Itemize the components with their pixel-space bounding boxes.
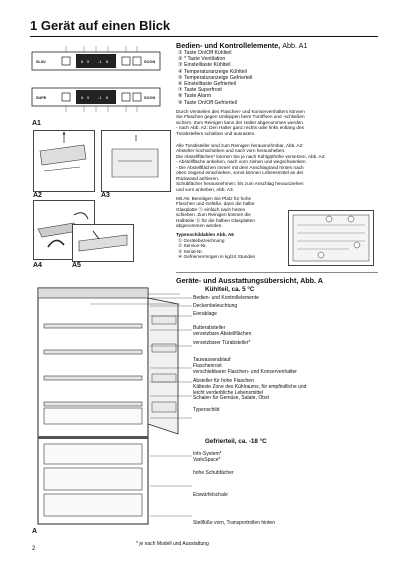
fridge-heading: Kühlteil, ca. 5 °C [205, 286, 255, 293]
freezer-heading: Gefrierteil, ca. -18 °C [205, 438, 267, 445]
controls-item: ⑤ Temperaturanzeige Gefrierteil [178, 74, 253, 81]
paragraph-line: Türabstellers schieben und ausrasten. [176, 130, 256, 136]
paragraph-line: - Die Abstellflächen immer mit dem Anschlagrand hinten nach [176, 164, 304, 170]
svg-text:8: 8 [106, 95, 109, 100]
fridge-callout: Tauwasserablauf [193, 357, 231, 364]
controls-item: ⑥ Einstelltaste Gefrierteil [178, 81, 236, 88]
paragraph-line: - nach Abb. A2: Den Halter ganz rechts oder links entlang des [176, 125, 304, 131]
paragraph-shelves [176, 143, 326, 192]
fridge-callout: Absteller für hohe Flaschen [193, 378, 254, 385]
paragraph-line: Schubfächer herausnehmen: bis zum Anschlag herausziehen [176, 181, 304, 187]
figure-a2 [33, 130, 95, 192]
fridge-callout: leicht verderbliche Lebensmittel [193, 389, 264, 396]
svg-text:-1: -1 [98, 59, 102, 64]
callout-leaders [150, 290, 194, 530]
control-panel-drawing [32, 44, 160, 116]
typeplate-list [178, 238, 255, 260]
controls-heading-text: Bedien- und Kontrollelemente, [176, 41, 281, 50]
svg-text:5: 5 [87, 95, 90, 100]
fridge-callout: Schalen für Gemüse, Salate, Obst [193, 395, 269, 402]
typeplate-item: ② Service-Nr. [178, 243, 207, 249]
paragraph-line: Glasplatte ⓐ einfach nach hinten [176, 206, 246, 212]
paragraph-line: abgenommen werden. [176, 223, 223, 229]
divider [176, 272, 378, 273]
panel-text-bottom-right: SOON [144, 96, 156, 100]
panel-text-top-right: SOON [144, 60, 156, 64]
figure-label-a2: A2 [33, 192, 42, 199]
paragraph-line: Absteller hochschieben und nach vorn herausheben. [176, 148, 286, 154]
fridge-callout: verschiebbarer Flaschen- und Konservenhalter [193, 368, 297, 375]
overview-heading: Geräte- und Ausstattungsübersicht, Abb. A [176, 276, 323, 285]
panel-text-top-left: SLAV [36, 60, 46, 64]
paragraph-line: - Abstellfläche anheben, nach vorn ziehen und wegschwenken. [176, 159, 307, 165]
paragraph-line: und vorn anheben, Abb. A3. [176, 186, 234, 192]
typeplate-figure [288, 210, 374, 266]
freezer-callout: Eiswürfelschale [193, 492, 228, 499]
controls-item: ⑦ Taste Superfrost [178, 87, 222, 94]
fridge-callout: Flaschenrost [193, 362, 222, 369]
svg-text:8: 8 [81, 59, 84, 64]
paragraph-line: Halbteile ⓑ für die halben Glasplatten [176, 217, 255, 223]
svg-text:5: 5 [87, 59, 90, 64]
freezer-callout: Stellfüße vorn, Transportrollen hinten [193, 519, 275, 526]
paragraph-line: Die Abstellflächen* können Sie je nach Kühlgüthöhe versetzen, Abb. A4: [176, 153, 326, 159]
page-title: 1 Gerät auf einen Blick [30, 18, 171, 33]
controls-item: ③ Einstelltaste Kühlteil [178, 62, 231, 69]
paragraph-line: Mit A5: Benötigen Sie Platz für hohe [176, 196, 252, 201]
figure-a2-drawing [34, 131, 94, 191]
freezer-callout: Info-System* [193, 451, 222, 457]
fridge-callout: versetzbarer Türabsteller* [193, 339, 251, 346]
fridge-callout: Butterabsteller [193, 325, 226, 332]
paragraph-line: Rückwand anfrieren. [176, 175, 219, 181]
footnote: * je nach Modell und Ausstattung [136, 541, 209, 547]
paragraph-line: Flaschen und Gefäße, dann die halbe [176, 201, 255, 207]
figure-a5 [72, 224, 134, 262]
figure-a3-drawing [102, 131, 170, 191]
typeplate-drawing [289, 211, 373, 265]
paragraph-line: schieben. Zum Reinigen können die [176, 212, 251, 218]
paragraph-holder [176, 109, 305, 136]
controls-item: ⑧ Taste Alarm [178, 93, 212, 100]
freezer-callout: VarioSpace* [193, 456, 221, 463]
controls-item: ② * Taste Ventilation [178, 56, 226, 63]
typeplate-item: ③ Serial-Nr. [178, 248, 204, 254]
figure-label-a1: A1 [32, 120, 41, 127]
figure-label-a4: A4 [33, 262, 42, 269]
fridge-callout: Kälteste Zone des Kühlraums, für empfindliche und [193, 384, 307, 391]
freezer-callouts [193, 452, 275, 527]
figure-label-a5: A5 [72, 262, 81, 269]
svg-text:8: 8 [106, 59, 109, 64]
fridge-callout: Deckenbeleuchtung [193, 302, 238, 309]
controls-heading [176, 41, 307, 50]
controls-list [178, 50, 252, 106]
typeplate-item: ① Gerätebezeichnung [178, 238, 225, 243]
controls-item: ⑨ Taste On/Off Gefrierteil [178, 99, 237, 106]
paragraph-glass [176, 196, 255, 229]
page-number: 2 [32, 546, 36, 552]
typeplate-heading: Typenschildablen Abb. A6 [176, 232, 234, 237]
fridge-callout: Bedien- und Kontrollelemente [193, 295, 259, 301]
figure-a3 [101, 130, 171, 192]
fridge-callout: Eierablage [193, 311, 217, 318]
figure-a5-drawing [73, 225, 133, 261]
freezer-callout: hohe Schubfächer [193, 470, 234, 477]
control-panel-figure [32, 44, 160, 116]
fridge-callout: Typenschild [193, 407, 220, 414]
fridge-callout: versetzbare Abstellflächen [193, 330, 252, 337]
paragraph-line: Durch Versteilen des Flaschen- und Konservenhalters können [176, 109, 305, 114]
paragraph-line: Sie Flaschen gegen Umkippen beim Türöffnen und -schließen [176, 114, 305, 120]
svg-text:8: 8 [81, 95, 84, 100]
fridge-callouts [193, 296, 306, 414]
title-rule [30, 36, 378, 37]
paragraph-line: sichern. Zum Reinigen kann der Halter abgenommen werden [176, 119, 303, 125]
paragraph-line: Alle Türabsteller sind zum Reinigen herausnehmbar, Abb. A2: [176, 143, 304, 148]
typeplate-item: ④ Gefriervermögen in kg/24 Stunden [178, 254, 256, 260]
figure-label-a: A [32, 528, 38, 535]
controls-item: ④ Temperaturanzeige Kühlteil [178, 68, 247, 75]
paragraph-line: oben zeigend einschieben, sonst können Lebensmittel an der [176, 170, 304, 176]
figure-label-a3: A3 [101, 192, 110, 199]
panel-text-bottom-left: SUPE [36, 96, 47, 100]
controls-heading-ref: Abb. A1 [282, 41, 308, 50]
svg-text:-1: -1 [98, 95, 102, 100]
controls-item: ① Taste On/Off Kühlteil [178, 50, 232, 56]
